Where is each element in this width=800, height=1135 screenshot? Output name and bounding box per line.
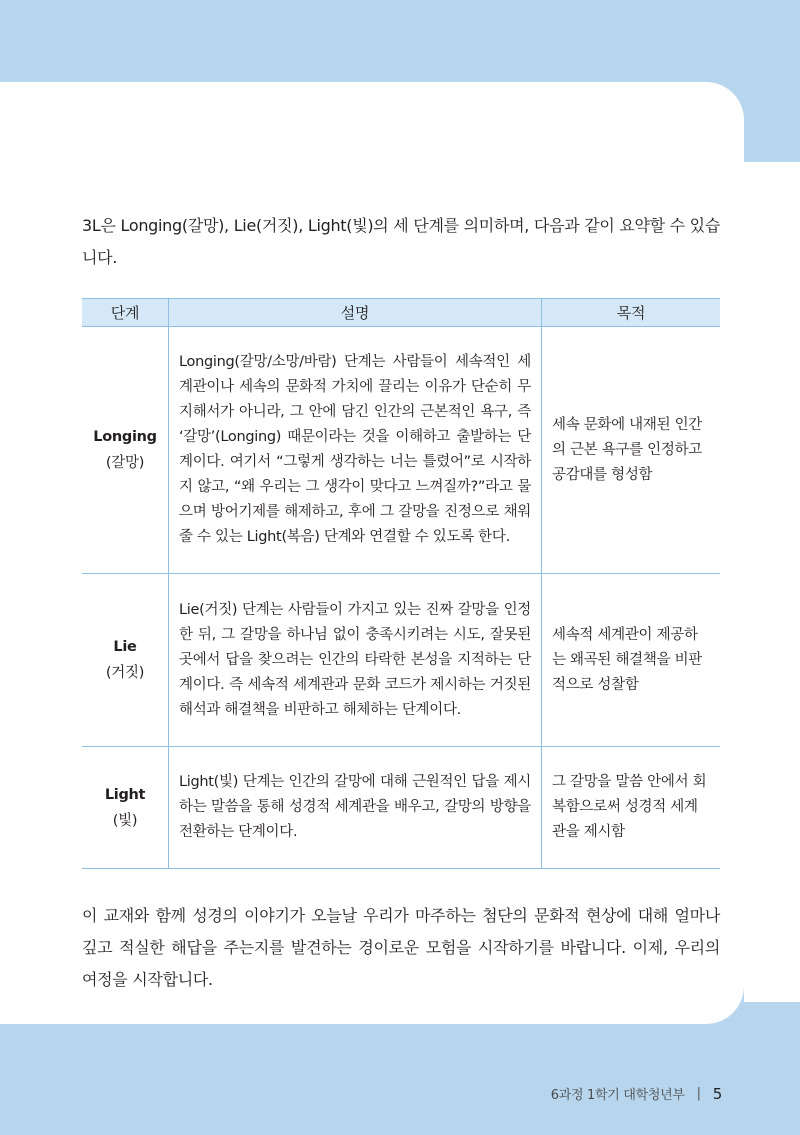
page-footer — [551, 1084, 722, 1103]
header-description: 설명 — [169, 299, 542, 327]
footer-book-title: 6과정 1학기 대학청년부 — [550, 1088, 685, 1103]
stage-name-en: Light — [104, 786, 146, 803]
table-header-row — [82, 299, 720, 327]
purpose-cell: 그 갈망을 말씀 안에서 회복함으로써 성경적 세계관을 제시함 — [542, 747, 721, 869]
header-stage: 단계 — [82, 299, 169, 327]
intro-paragraph: 3L은 Longing(갈망), Lie(거짓), Light(빛)의 세 단계를 의미하며, 다음과 같이 요약할 수 있습니다. — [82, 216, 720, 267]
closing-paragraph: 이 교재와 함께 성경의 이야기가 오늘날 우리가 마주하는 첨단의 문화적 현상에 대해 얼마나 깊고 적실한 해답을 주는지를 발견하는 경이로운 모험을 시작하기를 바랍니다. 이제, 우리의 여정을 시작합니다. — [82, 906, 720, 989]
top-band — [0, 0, 800, 82]
page-right-strip — [744, 162, 800, 1002]
stage-name-ko: (빛) — [112, 812, 138, 829]
stages-table — [82, 298, 720, 869]
description-cell: Light(빛) 단계는 인간의 갈망에 대해 근원적인 답을 제시하는 말씀을 통해 성경적 세계관을 배우고, 갈망의 방향을 전환하는 단계이다. — [169, 747, 542, 869]
header-purpose: 목적 — [542, 299, 721, 327]
stage-cell — [82, 747, 169, 869]
stage-name-ko: (갈망) — [105, 455, 145, 471]
stage-name-ko: (거짓) — [105, 665, 145, 681]
description-cell: Longing(갈망/소망/바람) 단계는 사람들이 세속적인 세계관이나 세속의 문화적 가치에 끌리는 이유가 단순히 무지해서가 아니라, 그 안에 담긴 인간의 근본적인 욕구, 즉 ‘갈망’(Longing) 때문이라는 것을 이해하고 출발하는 단계이다. 여기서 “그렇게 생각하는 너는 틀렸어”로 시작하지 않고, “왜 우리는 그 생각이 맞다고 느껴질까?”라고 물으며 방어기제를 해제하고, 후에 그 갈망을 진정으로 채워줄 수 있는 Light(복음) 단계와 연결할 수 있도록 한다. — [169, 327, 542, 574]
purpose-cell: 세속적 세계관이 제공하는 왜곡된 해결책을 비판적으로 성찰함 — [542, 574, 721, 747]
stage-name-en: Longing — [93, 429, 157, 445]
table-row — [82, 574, 720, 747]
table-row — [82, 747, 720, 869]
stage-cell — [82, 327, 169, 574]
purpose-cell: 세속 문화에 내재된 인간의 근본 욕구를 인정하고 공감대를 형성함 — [542, 327, 721, 574]
footer-separator: | — [696, 1086, 701, 1101]
table-row — [82, 327, 720, 574]
page-number: 5 — [712, 1084, 722, 1103]
description-cell: Lie(거짓) 단계는 사람들이 가지고 있는 진짜 갈망을 인정한 뒤, 그 갈망을 하나님 없이 충족시키려는 시도, 잘못된 곳에서 답을 찾으려는 인간의 타락한 본성을 지적하는 단계이다. 즉 세속적 세계관과 문화 코드가 제시하는 거짓된 해석과 해결책을 비판하고 해체하는 단계이다. — [169, 574, 542, 747]
stage-cell — [82, 574, 169, 747]
bottom-band — [0, 1024, 800, 1135]
stage-name-en: Lie — [113, 639, 137, 655]
